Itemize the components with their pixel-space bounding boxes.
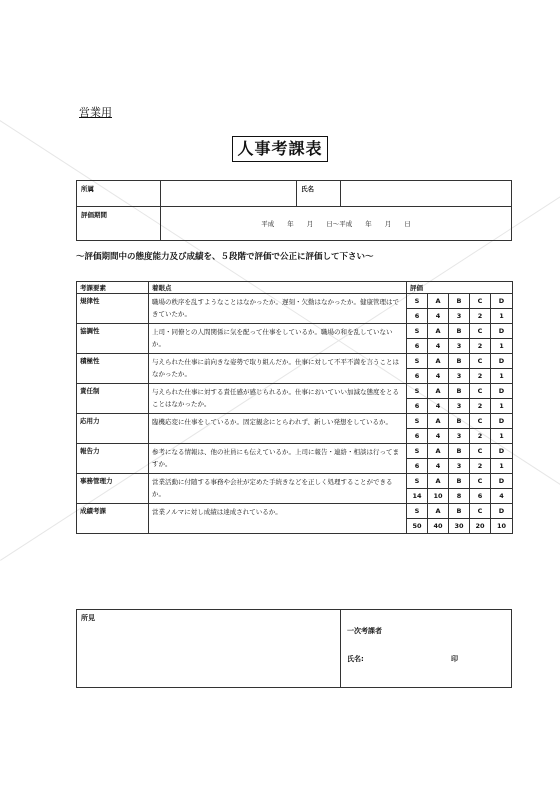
name-field[interactable]	[341, 181, 512, 207]
table-row	[77, 294, 513, 309]
affiliation-field[interactable]	[161, 181, 297, 207]
grade-cell[interactable]: S	[407, 474, 428, 489]
score-cell[interactable]: 6	[407, 339, 428, 354]
grade-cell[interactable]: C	[470, 354, 491, 369]
seal-label: 印	[451, 655, 458, 663]
grade-cell[interactable]: C	[470, 384, 491, 399]
score-cell[interactable]: 2	[470, 429, 491, 444]
grade-cell[interactable]: S	[407, 354, 428, 369]
grade-cell[interactable]: A	[428, 474, 449, 489]
eval-point: 職場の秩序を乱すようなことはなかったか。遅刻・欠勤はなかったか。健康管理はできていたか。	[149, 294, 407, 324]
score-cell[interactable]: 1	[491, 309, 513, 324]
eval-point: 与えられた仕事に対する責任感が感じられるか。仕事においていい加減な態度をとることはなかったか。	[149, 384, 407, 414]
score-cell[interactable]: 50	[407, 519, 428, 534]
table-row	[77, 324, 513, 339]
score-cell[interactable]: 3	[449, 429, 470, 444]
eval-item: 規律性	[77, 294, 149, 324]
eval-point: 臨機応変に仕事をしているか。固定観念にとらわれず、新しい発想をしているか。	[149, 414, 407, 444]
eval-item: 報告力	[77, 444, 149, 474]
grade-cell[interactable]: A	[428, 294, 449, 309]
dept-label: 営業用	[79, 106, 112, 119]
col-header-item: 考課要素	[77, 282, 149, 294]
period-field[interactable]: 平成 年 月 日～平成 年 月 日	[161, 207, 512, 241]
score-cell[interactable]: 3	[449, 339, 470, 354]
grade-cell[interactable]: D	[491, 504, 513, 519]
score-cell[interactable]: 6	[407, 369, 428, 384]
grade-cell[interactable]: C	[470, 504, 491, 519]
opinion-table	[76, 609, 512, 688]
score-cell[interactable]: 4	[428, 309, 449, 324]
eval-point: 参考になる情報は、他の社員にも伝えているか。上司に報告・連絡・相談は行ってますか。	[149, 444, 407, 474]
grade-cell[interactable]: A	[428, 414, 449, 429]
col-header-point: 着眼点	[149, 282, 407, 294]
grade-cell[interactable]: D	[491, 294, 513, 309]
score-cell[interactable]: 1	[491, 399, 513, 414]
score-cell[interactable]: 6	[470, 489, 491, 504]
grade-cell[interactable]: C	[470, 414, 491, 429]
table-row	[77, 474, 513, 489]
score-cell[interactable]: 4	[428, 429, 449, 444]
score-cell[interactable]: 1	[491, 459, 513, 474]
grade-cell[interactable]: S	[407, 324, 428, 339]
table-row	[77, 384, 513, 399]
grade-cell[interactable]: D	[491, 474, 513, 489]
grade-cell[interactable]: B	[449, 294, 470, 309]
eval-point: 与えられた仕事に前向きな姿勢で取り組んだか。仕事に対して不平不満を言うことはなかったか。	[149, 354, 407, 384]
grade-cell[interactable]: D	[491, 384, 513, 399]
grade-cell[interactable]: C	[470, 294, 491, 309]
period-label: 評価期間	[77, 207, 161, 241]
score-cell[interactable]: 3	[449, 369, 470, 384]
table-row	[77, 354, 513, 369]
score-cell[interactable]: 1	[491, 429, 513, 444]
grade-cell[interactable]: B	[449, 354, 470, 369]
eval-point: 上司・同僚との人間関係に気を配って仕事をしているか。職場の和を乱していないか。	[149, 324, 407, 354]
opinion-box[interactable]	[77, 610, 341, 688]
grade-cell[interactable]: C	[470, 474, 491, 489]
grade-cell[interactable]: S	[407, 504, 428, 519]
grade-cell[interactable]: A	[428, 504, 449, 519]
grade-cell[interactable]: D	[491, 414, 513, 429]
score-cell[interactable]: 14	[407, 489, 428, 504]
score-cell[interactable]: 2	[470, 309, 491, 324]
score-cell[interactable]: 2	[470, 369, 491, 384]
score-cell[interactable]: 2	[470, 339, 491, 354]
score-cell[interactable]: 3	[449, 459, 470, 474]
grade-cell[interactable]: C	[470, 324, 491, 339]
table-row	[77, 414, 513, 429]
score-cell[interactable]: 6	[407, 399, 428, 414]
score-cell[interactable]: 4	[428, 459, 449, 474]
grade-cell[interactable]: S	[407, 444, 428, 459]
name-label: 氏名	[297, 181, 341, 207]
score-cell[interactable]: 1	[491, 369, 513, 384]
score-cell[interactable]: 30	[449, 519, 470, 534]
grade-cell[interactable]: D	[491, 354, 513, 369]
header-table	[76, 180, 512, 241]
grade-cell[interactable]: B	[449, 504, 470, 519]
grade-cell[interactable]: S	[407, 414, 428, 429]
grade-cell[interactable]: B	[449, 384, 470, 399]
score-cell[interactable]: 2	[470, 399, 491, 414]
evaluation-table	[76, 281, 513, 534]
eval-item: 積極性	[77, 354, 149, 384]
score-cell[interactable]: 1	[491, 339, 513, 354]
grade-cell[interactable]: A	[428, 324, 449, 339]
score-cell[interactable]: 6	[407, 309, 428, 324]
eval-item: 成績考課	[77, 504, 149, 534]
eval-item: 責任制	[77, 384, 149, 414]
eval-item: 応用力	[77, 414, 149, 444]
eval-point: 営業活動に付随する事務や会社が定めた手続きなどを正しく処理することができるか。	[149, 474, 407, 504]
table-row	[77, 504, 513, 519]
score-cell[interactable]: 4	[428, 399, 449, 414]
grade-cell[interactable]: C	[470, 444, 491, 459]
grade-cell[interactable]: S	[407, 384, 428, 399]
affiliation-label: 所属	[77, 181, 161, 207]
grade-cell[interactable]: A	[428, 354, 449, 369]
instruction-text: ～評価期間中の態度能力及び成績を、５段階で評価で公正に評価して下さい～	[76, 252, 374, 262]
score-cell[interactable]: 6	[407, 459, 428, 474]
reviewer-label: 一次考課者	[347, 627, 382, 635]
grade-cell[interactable]: B	[449, 414, 470, 429]
reviewer-name-label: 氏名:	[347, 655, 364, 663]
score-cell[interactable]: 40	[428, 519, 449, 534]
score-cell[interactable]: 8	[449, 489, 470, 504]
grade-cell[interactable]: S	[407, 294, 428, 309]
page-title: 人事考課表	[232, 136, 328, 162]
score-cell[interactable]: 4	[491, 489, 513, 504]
eval-point: 営業ノルマに対し成績は達成されているか。	[149, 504, 407, 534]
score-cell[interactable]: 3	[449, 309, 470, 324]
grade-cell[interactable]: A	[428, 384, 449, 399]
grade-cell[interactable]: B	[449, 444, 470, 459]
score-cell[interactable]: 10	[491, 519, 513, 534]
grade-cell[interactable]: B	[449, 324, 470, 339]
col-header-rating: 評価	[407, 282, 513, 294]
grade-cell[interactable]: A	[428, 444, 449, 459]
grade-cell[interactable]: D	[491, 444, 513, 459]
score-cell[interactable]: 10	[428, 489, 449, 504]
score-cell[interactable]: 4	[428, 339, 449, 354]
score-cell[interactable]: 20	[470, 519, 491, 534]
opinion-label: 所見	[81, 614, 95, 622]
grade-cell[interactable]: B	[449, 474, 470, 489]
score-cell[interactable]: 6	[407, 429, 428, 444]
table-row	[77, 444, 513, 459]
score-cell[interactable]: 3	[449, 399, 470, 414]
score-cell[interactable]: 2	[470, 459, 491, 474]
grade-cell[interactable]: D	[491, 324, 513, 339]
reviewer-box	[341, 610, 512, 688]
eval-item: 事務管理力	[77, 474, 149, 504]
eval-item: 協調性	[77, 324, 149, 354]
score-cell[interactable]: 4	[428, 369, 449, 384]
